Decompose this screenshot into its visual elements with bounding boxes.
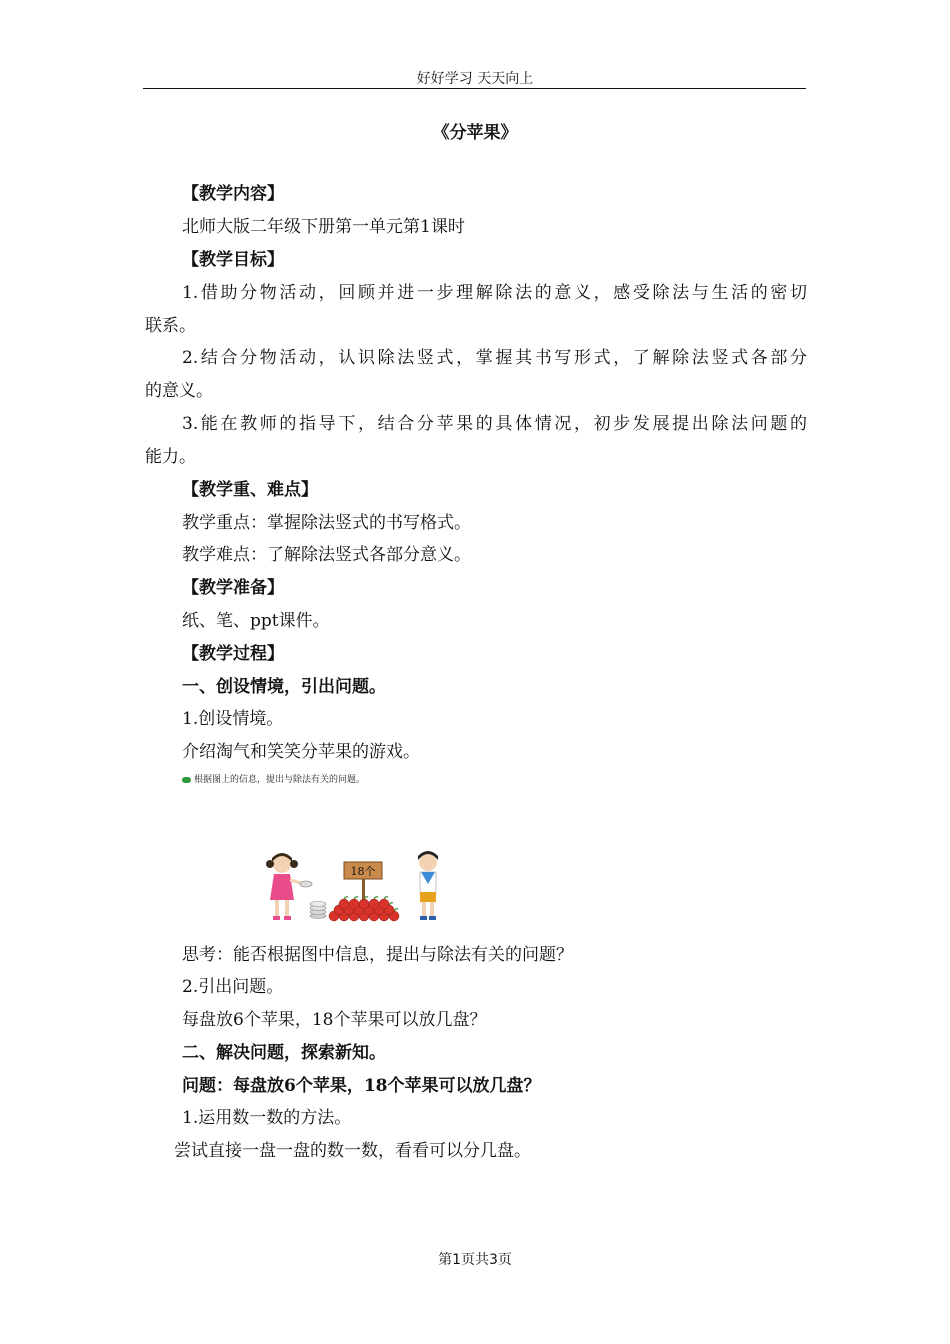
apple-pile-icon bbox=[329, 897, 399, 921]
goal-3-line-2: 能力。 bbox=[145, 447, 196, 467]
step-1-item-1: 1.创设情境。 bbox=[182, 709, 284, 729]
apple-leaf-icon bbox=[384, 897, 388, 899]
goal-2-line-2: 的意义。 bbox=[145, 381, 213, 401]
question-bold: 问题：每盘放6个苹果，18个苹果可以放几盘？ bbox=[182, 1076, 541, 1096]
apple-icon bbox=[379, 899, 389, 909]
apple-icon bbox=[369, 899, 379, 909]
section-heading-content: 【教学内容】 bbox=[182, 184, 284, 204]
figure-caption bbox=[182, 772, 365, 785]
apple-leaf-icon bbox=[394, 909, 398, 911]
goal-2-line-1: 2.结合分物活动，认识除法竖式，掌握其书写形式，了解除法竖式各部分 bbox=[182, 348, 807, 368]
step-1-intro: 介绍淘气和笑笑分苹果的游戏。 bbox=[182, 742, 420, 762]
section-heading-goals: 【教学目标】 bbox=[182, 250, 284, 270]
apple-leaf-icon bbox=[344, 897, 348, 899]
step-1-item-2: 2.引出问题。 bbox=[182, 977, 284, 997]
section-heading-process: 【教学过程】 bbox=[182, 644, 284, 664]
header-rule bbox=[143, 88, 806, 89]
apple-leaf-icon bbox=[354, 897, 358, 899]
section-heading-key-points: 【教学重、难点】 bbox=[182, 480, 318, 500]
step-2-try: 尝试直接一盘一盘的数一数，看看可以分几盘。 bbox=[174, 1141, 531, 1161]
question-plain: 每盘放6个苹果，18个苹果可以放几盘？ bbox=[182, 1010, 487, 1030]
apple-icon bbox=[349, 899, 359, 909]
apple-icon bbox=[359, 899, 369, 909]
think-question: 思考：能否根据图中信息，提出与除法有关的问题？ bbox=[182, 945, 573, 965]
girl-figure-icon bbox=[266, 853, 312, 920]
apple-leaf-icon bbox=[389, 903, 393, 905]
goal-1-line-2: 联系。 bbox=[145, 316, 196, 336]
difficulty-text: 教学难点：了解除法竖式各部分意义。 bbox=[182, 545, 471, 565]
plate-stack-icon bbox=[310, 902, 326, 919]
section-heading-preparation: 【教学准备】 bbox=[182, 578, 284, 598]
sign-text: 18个 bbox=[350, 865, 376, 878]
bullet-dot-icon bbox=[182, 777, 191, 783]
boy-figure-icon bbox=[418, 851, 438, 920]
preparation-text: 纸、笔、ppt课件。 bbox=[182, 611, 330, 631]
document-title: 《分苹果》 bbox=[432, 123, 518, 143]
step-1-heading: 一、创设情境，引出问题。 bbox=[182, 677, 386, 697]
content-text: 北师大版二年级下册第一单元第1课时 bbox=[182, 217, 465, 237]
figure-caption-text: 根据图上的信息，提出与除法有关的问题。 bbox=[194, 775, 366, 785]
page-footer: 第1页共3页 bbox=[438, 1252, 512, 1268]
goal-1-line-1: 1.借助分物活动，回顾并进一步理解除法的意义，感受除法与生活的密切 bbox=[182, 283, 807, 303]
step-2-heading: 二、解决问题，探索新知。 bbox=[182, 1043, 386, 1063]
step-2-item-1: 1.运用数一数的方法。 bbox=[182, 1108, 352, 1128]
key-point-text: 教学重点：掌握除法竖式的书写格式。 bbox=[182, 513, 471, 533]
apple-sharing-illustration bbox=[258, 848, 448, 926]
page-header: 好好学习 天天向上 bbox=[416, 71, 534, 87]
goal-3-line-1: 3.能在教师的指导下，结合分苹果的具体情况，初步发展提出除法问题的 bbox=[182, 414, 807, 434]
apple-leaf-icon bbox=[374, 897, 378, 899]
apple-icon bbox=[339, 899, 349, 909]
